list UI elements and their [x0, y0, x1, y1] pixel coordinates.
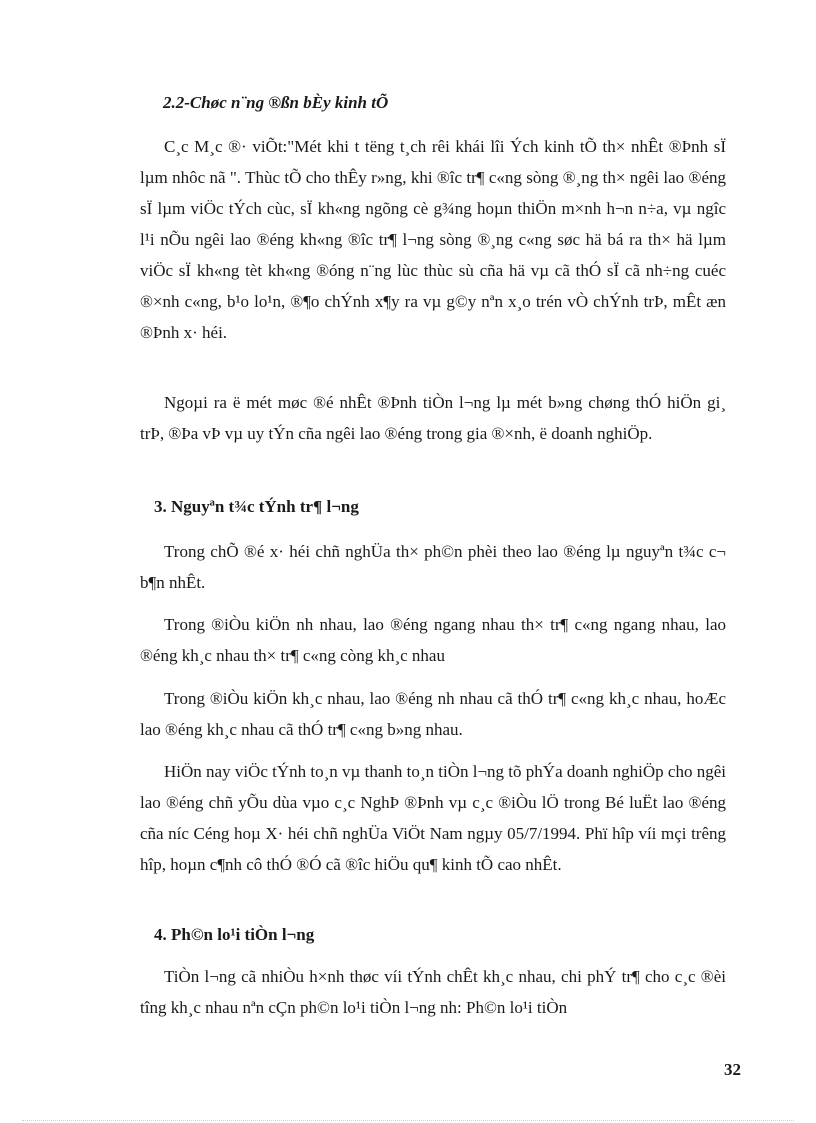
section-heading-2-2: 2.2-Chøc n¨ng ®ßn bÈy kinh tÕ [163, 93, 389, 112]
paragraph [140, 961, 726, 1023]
paragraph-text: HiÖn nay viÖc tÝnh to¸n vµ thanh to¸n tiÒn l¬ng tõ phÝa doanh nghiÖp cho ngêi lao ®éng chñ yÕu dùa vµo c¸c NghÞ ®Þnh vµ c¸c ®iÒu lÖ trong Bé luËt lao ®éng cña níc Céng hoµ X· héi chñ nghÜa ViÖt Nam ngµy 05/7/1994. Phï hîp víi mçi trêng hîp, hoµn c¶nh cô thÓ ®Ó cã ®îc hiÖu qu¶ kinh tÕ cao nhÊt. [140, 762, 726, 874]
section-heading-4: 4. Ph©n lo¹i tiÒn l¬ng [154, 925, 315, 944]
paragraph [140, 756, 726, 880]
paragraph [140, 536, 726, 598]
page-number: 32 [724, 1060, 741, 1079]
paragraph-text: C¸c M¸c ®· viÕt:"Mét khi t tëng t¸ch rêi khái lîi Ých kinh tÕ th× nhÊt ®Þnh sÏ lµm nhôc nã ". Thùc tÕ cho thÊy r»ng, khi ®îc tr¶ c«ng sòng ®¸ng th× ngêi lao ®éng sÏ lµm viÖc tÝch cùc, sÏ kh«ng ngõng cè g¾ng hoµn thiÖn m×nh h¬n n÷a, vµ ngîc l¹i nÕu ngêi lao ®éng kh«ng ®îc tr¶ l¬ng sòng ®¸ng c«ng søc hä bá ra th× hä lµm viÖc sÏ kh«ng tèt kh«ng ®óng n¨ng lùc thùc sù cña hä vµ cã thÓ sÏ cã nh÷ng cuéc ®×nh c«ng, b¹o lo¹n, ®¶o chÝnh x¶y ra vµ g©y nªn x¸o trén vÒ chÝnh trÞ, mÊt æn ®Þnh x· héi. [140, 137, 726, 342]
page-bottom-divider [22, 1120, 794, 1121]
paragraph [140, 387, 726, 449]
paragraph-text: Trong chÕ ®é x· héi chñ nghÜa th× ph©n phèi theo lao ®éng lµ nguyªn t¾c c¬ b¶n nhÊt. [140, 542, 726, 592]
paragraph [140, 131, 726, 348]
paragraph-text: Ngoµi ra ë mét møc ®é nhÊt ®Þnh tiÒn l¬ng lµ mét b»ng chøng thÓ hiÖn gi¸ trÞ, ®Þa vÞ vµ uy tÝn cña ngêi lao ®éng trong gia ®×nh, ë doanh nghiÖp. [140, 393, 726, 443]
paragraph [140, 609, 726, 671]
paragraph [140, 683, 726, 745]
paragraph-text: Trong ®iÒu kiÖn nh nhau, lao ®éng ngang nhau th× tr¶ c«ng ngang nhau, lao ®éng kh¸c nhau th× tr¶ c«ng còng kh¸c nhau [140, 615, 726, 665]
paragraph-text: Trong ®iÒu kiÖn kh¸c nhau, lao ®éng nh nhau cã thÓ tr¶ c«ng kh¸c nhau, hoÆc lao ®éng kh¸c nhau cã thÓ tr¶ c«ng b»ng nhau. [140, 689, 726, 739]
section-heading-3: 3. Nguyªn t¾c tÝnh tr¶ l¬ng [154, 497, 359, 516]
paragraph-text: TiÒn l¬ng cã nhiÒu h×nh thøc víi tÝnh chÊt kh¸c nhau, chi phÝ tr¶ cho c¸c ®èi tîng kh¸c nhau nªn cÇn ph©n lo¹i tiÒn l¬ng nh: Ph©n lo¹i tiÒn [140, 967, 726, 1017]
